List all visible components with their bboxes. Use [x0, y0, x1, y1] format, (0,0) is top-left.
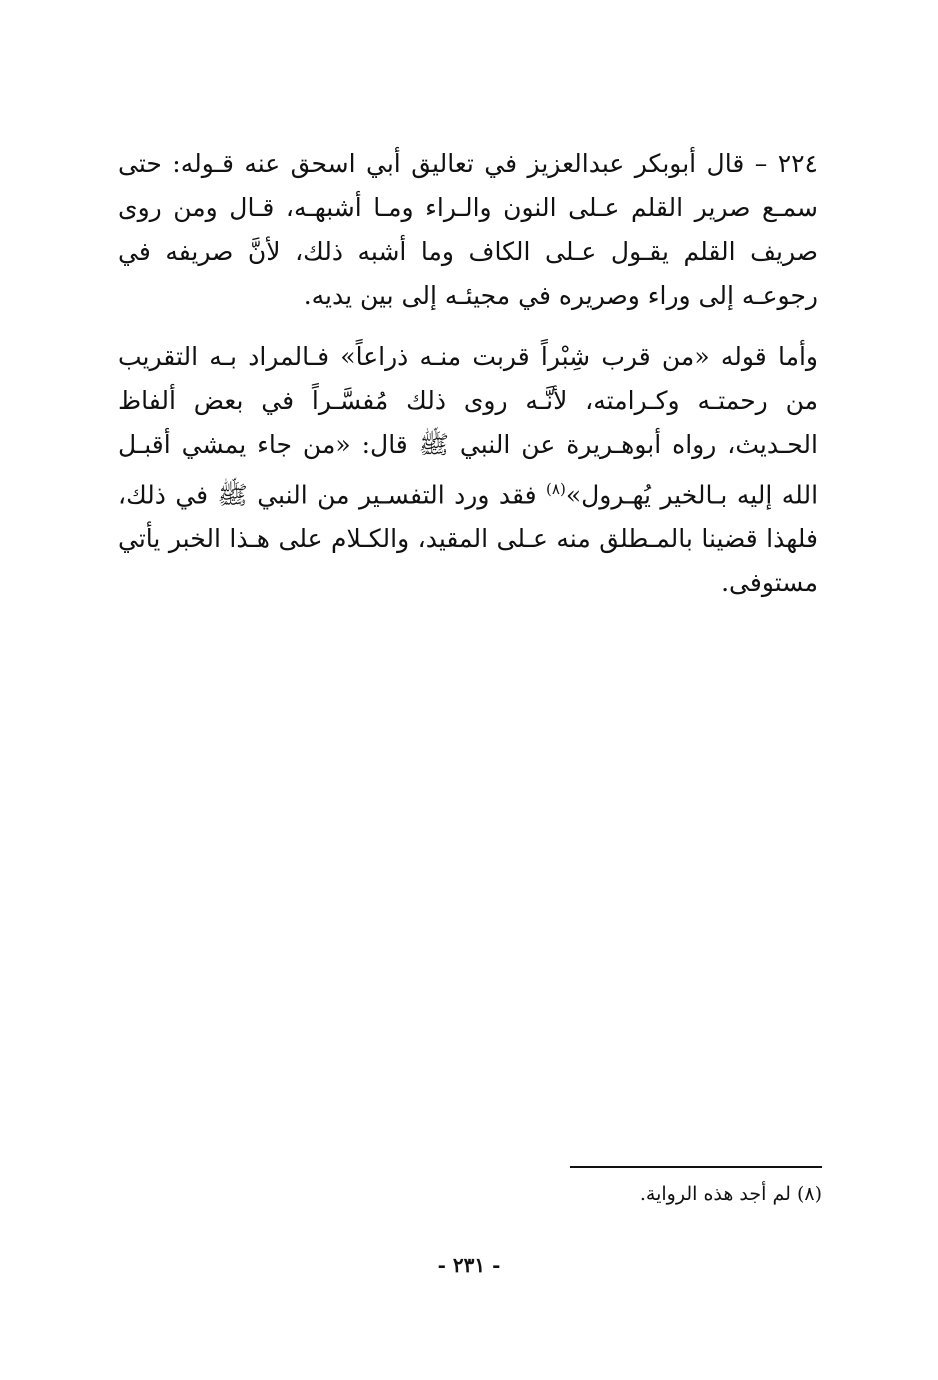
paragraph-224: [118, 142, 818, 318]
paragraph-commentary-text-part-1: وأما قوله «من قرب شِبْراً قربت منـه ذراعاً» فـالمراد بـه التقريب من رحمتـه وكـرامته، لأنَّـه روى ذلك مُفسَّـراً في بعض ألفاظ الحـديث، رواه أبوهـريرة عن النبي ﷺ قال: «من جاء يمشي أقبـل الله إليه بـالخير يُهـرول»: [118, 342, 819, 510]
paragraph-dash: –: [754, 149, 768, 178]
page-number: - ٢٣١ -: [437, 1253, 501, 1277]
paragraph-224-body: [118, 142, 818, 318]
footnote-reference: (٨): [546, 480, 566, 498]
paragraph-commentary-text-part-2: فقد ورد التفسـير من النبي ﷺ في ذلك، فلهذا قضينا بالمـطلق منه عـلى المقيد، والكـلام على هـذا الخبر يأتي مستوفى.: [118, 480, 818, 598]
paragraph-commentary-body: [118, 335, 818, 605]
paragraph-commentary: [118, 335, 818, 605]
paragraph-224-text: قال أبوبكر عبدالعزيز في تعاليق أبي اسحق عنه قـوله: حتى سمـع صرير القلم عـلى النون والـراء ومـا أشبهـه، قـال ومن روى صريف القلم يقـول عـلى الكاف وما أشبه ذلك، لأنَّ صريفه في رجوعـه إلى وراء وصريره في مجيئـه إلى بين يديه.: [118, 149, 818, 310]
footnote-divider: [570, 1166, 822, 1168]
paragraph-number: ٢٢٤: [777, 149, 818, 178]
footnote-8: (٨) لم أجد هذه الرواية.: [639, 1183, 822, 1205]
